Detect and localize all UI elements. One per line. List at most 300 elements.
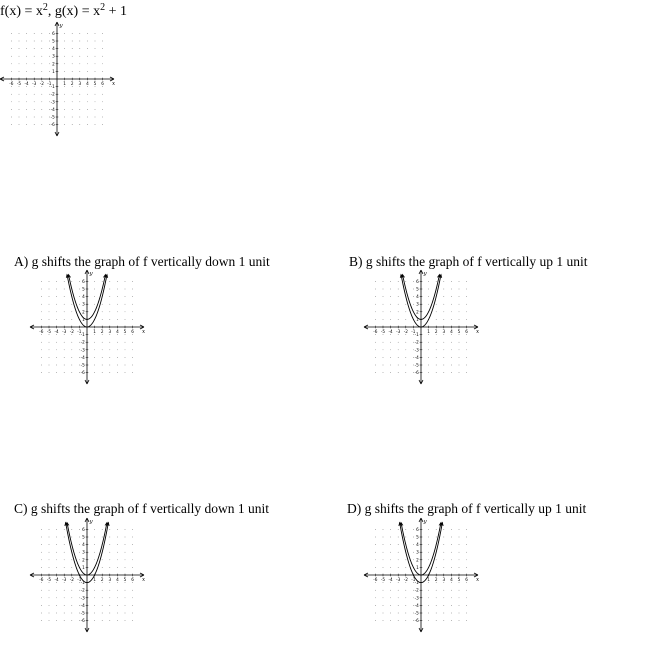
x-tick-label: -6 <box>9 81 14 86</box>
grid-dot <box>102 33 103 34</box>
grid-dot <box>11 94 12 95</box>
y-tick-label: 4 <box>52 46 55 52</box>
option-letter: B) <box>349 254 363 269</box>
y-tick-label: 5 <box>82 286 85 292</box>
grid-dot <box>466 590 467 591</box>
grid-dot <box>11 124 12 125</box>
grid-dot <box>49 620 50 621</box>
grid-dot <box>41 311 42 312</box>
grid-dot <box>428 605 429 606</box>
grid-dot <box>413 529 414 530</box>
grid-dot <box>71 567 72 568</box>
x-tick-label: -1 <box>411 577 416 582</box>
grid-dot <box>72 94 73 95</box>
grid-dot <box>132 304 133 305</box>
grid-dot <box>102 357 103 358</box>
x-tick-label: 2 <box>70 81 74 86</box>
grid-dot <box>49 342 50 343</box>
grid-dot <box>117 529 118 530</box>
x-tick-label: -1 <box>47 81 52 86</box>
grid-dot <box>34 48 35 49</box>
grid-dot <box>64 349 65 350</box>
grid-dot <box>26 56 27 57</box>
grid-dot <box>56 620 57 621</box>
grid-dot <box>34 41 35 42</box>
grid-dot <box>56 529 57 530</box>
x-tick-label: 3 <box>442 577 446 582</box>
grid-dot <box>102 124 103 125</box>
grid-dot <box>79 94 80 95</box>
grid-dot <box>383 559 384 560</box>
grid-dot <box>94 529 95 530</box>
grid-dot <box>405 597 406 598</box>
grid-dot <box>117 537 118 538</box>
y-tick-label: -1 <box>50 84 55 90</box>
grid-dot <box>132 311 133 312</box>
y-tick-label: 2 <box>416 557 419 563</box>
grid-dot <box>49 552 50 553</box>
grid-dot <box>94 289 95 290</box>
grid-dot <box>94 613 95 614</box>
grid-dot <box>79 289 80 290</box>
option-d-label[interactable] <box>347 501 586 517</box>
grid-dot <box>72 86 73 87</box>
grid-dot <box>405 529 406 530</box>
grid-dot <box>132 281 133 282</box>
grid-dot <box>125 559 126 560</box>
grid-dot <box>64 537 65 538</box>
grid-dot <box>109 365 110 366</box>
grid-dot <box>428 357 429 358</box>
y-tick-label: 6 <box>82 526 85 532</box>
option-d-graph <box>364 518 482 636</box>
grid-dot <box>451 620 452 621</box>
grid-dot <box>125 349 126 350</box>
grid-dot <box>79 281 80 282</box>
grid-dot <box>383 605 384 606</box>
option-text: g shifts the graph of f vertically up 1 unit <box>364 501 587 516</box>
grid-dot <box>56 590 57 591</box>
grid-dot <box>451 613 452 614</box>
grid-dot <box>109 289 110 290</box>
grid-dot <box>94 590 95 591</box>
grid-dot <box>375 582 376 583</box>
grid-dot <box>102 620 103 621</box>
grid-dot <box>95 48 96 49</box>
grid-dot <box>109 319 110 320</box>
grid-dot <box>41 597 42 598</box>
grid-dot <box>19 117 20 118</box>
grid-dot <box>459 304 460 305</box>
grid-dot <box>125 552 126 553</box>
grid-dot <box>451 567 452 568</box>
grid-dot <box>443 311 444 312</box>
grid-dot <box>72 101 73 102</box>
grid-dot <box>64 117 65 118</box>
option-b-label[interactable] <box>349 254 587 270</box>
grid-dot <box>102 372 103 373</box>
grid-dot <box>117 311 118 312</box>
grid-dot <box>102 94 103 95</box>
grid-dot <box>125 620 126 621</box>
grid-dot <box>87 117 88 118</box>
grid-dot <box>451 304 452 305</box>
option-text: g shifts the graph of f vertically down 1 unit <box>30 501 269 516</box>
grid-dot <box>64 613 65 614</box>
grid-dot <box>451 319 452 320</box>
x-tick-label: 1 <box>427 577 430 582</box>
grid-dot <box>109 552 110 553</box>
grid-dot <box>87 56 88 57</box>
grid-dot <box>428 582 429 583</box>
grid-dot <box>436 342 437 343</box>
y-tick-label: -1 <box>80 332 85 338</box>
x-tick-label: -4 <box>388 329 393 334</box>
grid-dot <box>102 342 103 343</box>
grid-dot <box>41 334 42 335</box>
grid-dot <box>436 304 437 305</box>
grid-dot <box>443 365 444 366</box>
y-tick-label: 3 <box>82 301 85 307</box>
grid-dot <box>375 349 376 350</box>
grid-dot <box>383 296 384 297</box>
grid-dot <box>26 48 27 49</box>
grid-dot <box>41 304 42 305</box>
grid-dot <box>109 559 110 560</box>
grid-dot <box>64 289 65 290</box>
grid-dot <box>26 41 27 42</box>
grid-dot <box>436 567 437 568</box>
grid-dot <box>102 529 103 530</box>
grid-dot <box>428 613 429 614</box>
grid-dot <box>436 365 437 366</box>
grid-dot <box>125 357 126 358</box>
x-tick-label: 6 <box>465 577 468 582</box>
grid-dot <box>11 86 12 87</box>
grid-dot <box>466 582 467 583</box>
grid-dot <box>95 117 96 118</box>
grid-dot <box>109 544 110 545</box>
grid-dot <box>443 597 444 598</box>
grid-dot <box>94 334 95 335</box>
grid-dot <box>390 349 391 350</box>
grid-dot <box>132 296 133 297</box>
grid-dot <box>41 620 42 621</box>
grid-dot <box>466 613 467 614</box>
grid-dot <box>428 372 429 373</box>
option-text: g shifts the graph of f vertically down 1 unit <box>31 254 270 269</box>
y-tick-label: 6 <box>416 278 419 284</box>
grid-dot <box>41 56 42 57</box>
grid-dot <box>443 342 444 343</box>
y-tick-label: 1 <box>416 316 419 322</box>
grid-dot <box>117 590 118 591</box>
grid-dot <box>459 281 460 282</box>
grid-dot <box>34 109 35 110</box>
grid-dot <box>72 117 73 118</box>
grid-dot <box>428 289 429 290</box>
grid-dot <box>94 559 95 560</box>
x-tick-label: 5 <box>93 81 97 86</box>
option-text: g shifts the graph of f vertically up 1 unit <box>365 254 588 269</box>
grid-dot <box>41 349 42 350</box>
grid-dot <box>64 48 65 49</box>
grid-dot <box>132 357 133 358</box>
grid-dot <box>398 613 399 614</box>
y-tick-label: 2 <box>416 309 419 315</box>
grid-dot <box>102 559 103 560</box>
option-b-graph <box>364 270 482 388</box>
grid-dot <box>443 559 444 560</box>
y-tick-label: -2 <box>80 339 85 345</box>
grid-dot <box>428 552 429 553</box>
grid-dot <box>56 582 57 583</box>
grid-dot <box>56 296 57 297</box>
grid-dot <box>19 56 20 57</box>
grid-dot <box>443 544 444 545</box>
grid-dot <box>117 342 118 343</box>
y-tick-label: -5 <box>414 362 419 368</box>
x-tick-label: -6 <box>373 329 378 334</box>
grid-dot <box>466 365 467 366</box>
grid-dot <box>132 597 133 598</box>
grid-dot <box>41 544 42 545</box>
x-tick-label: 1 <box>63 81 66 86</box>
grid-dot <box>383 544 384 545</box>
grid-dot <box>405 620 406 621</box>
grid-dot <box>398 567 399 568</box>
grid-dot <box>405 567 406 568</box>
grid-dot <box>64 109 65 110</box>
grid-dot <box>405 372 406 373</box>
grid-dot <box>436 590 437 591</box>
x-tick-label: -4 <box>54 577 59 582</box>
grid-dot <box>451 582 452 583</box>
grid-dot <box>11 109 12 110</box>
grid-dot <box>49 304 50 305</box>
grid-dot <box>64 552 65 553</box>
grid-dot <box>56 357 57 358</box>
x-axis-label: x <box>476 577 480 583</box>
grid-dot <box>49 559 50 560</box>
x-tick-label: -2 <box>403 577 408 582</box>
grid-dot <box>443 590 444 591</box>
grid-dot <box>451 372 452 373</box>
x-tick-label: -3 <box>62 577 67 582</box>
grid-dot <box>26 124 27 125</box>
x-tick-label: 4 <box>116 329 119 334</box>
f-definition: f(x) = x <box>0 4 43 19</box>
y-tick-label: -5 <box>80 610 85 616</box>
grid-dot <box>466 342 467 343</box>
grid-dot <box>436 319 437 320</box>
x-tick-label: 5 <box>123 577 127 582</box>
grid-dot <box>117 289 118 290</box>
grid-dot <box>49 48 50 49</box>
grid-dot <box>56 597 57 598</box>
g-exponent: 2 <box>100 2 106 13</box>
x-tick-label: 4 <box>86 81 89 86</box>
x-tick-label: 2 <box>100 577 104 582</box>
grid-dot <box>459 590 460 591</box>
grid-dot <box>383 372 384 373</box>
grid-dot <box>375 311 376 312</box>
grid-dot <box>19 33 20 34</box>
grid-dot <box>390 357 391 358</box>
grid-dot <box>117 613 118 614</box>
grid-dot <box>34 71 35 72</box>
grid-dot <box>79 101 80 102</box>
grid-dot <box>72 63 73 64</box>
grid-dot <box>383 613 384 614</box>
grid-dot <box>405 357 406 358</box>
grid-dot <box>132 537 133 538</box>
grid-dot <box>428 597 429 598</box>
x-tick-label: -3 <box>62 329 67 334</box>
grid-dot <box>71 319 72 320</box>
grid-dot <box>443 620 444 621</box>
grid-dot <box>405 342 406 343</box>
grid-dot <box>64 597 65 598</box>
grid-dot <box>436 582 437 583</box>
grid-dot <box>436 529 437 530</box>
grid-dot <box>413 289 414 290</box>
grid-dot <box>49 544 50 545</box>
grid-dot <box>41 289 42 290</box>
grid-dot <box>443 357 444 358</box>
grid-dot <box>79 117 80 118</box>
grid-dot <box>125 311 126 312</box>
option-letter: D) <box>347 501 362 516</box>
grid-dot <box>451 605 452 606</box>
grid-dot <box>375 613 376 614</box>
grid-dot <box>383 582 384 583</box>
grid-dot <box>413 559 414 560</box>
grid-dot <box>398 319 399 320</box>
grid-dot <box>466 289 467 290</box>
grid-dot <box>94 537 95 538</box>
grid-dot <box>451 342 452 343</box>
grid-dot <box>398 605 399 606</box>
grid-dot <box>71 613 72 614</box>
grid-dot <box>79 63 80 64</box>
grid-dot <box>49 311 50 312</box>
x-axis-label: x <box>112 81 116 87</box>
grid-dot <box>94 597 95 598</box>
grid-dot <box>102 605 103 606</box>
grid-dot <box>19 86 20 87</box>
y-tick-label: -2 <box>50 91 55 97</box>
grid-dot <box>64 86 65 87</box>
grid-dot <box>95 86 96 87</box>
grid-dot <box>11 71 12 72</box>
grid-dot <box>428 342 429 343</box>
grid-dot <box>436 559 437 560</box>
grid-dot <box>459 365 460 366</box>
grid-dot <box>413 552 414 553</box>
grid-dot <box>56 281 57 282</box>
grid-dot <box>71 365 72 366</box>
grid-dot <box>109 296 110 297</box>
grid-dot <box>41 365 42 366</box>
grid-dot <box>72 71 73 72</box>
option-c-label[interactable] <box>14 501 269 517</box>
grid-dot <box>390 311 391 312</box>
grid-dot <box>109 582 110 583</box>
grid-dot <box>87 101 88 102</box>
x-tick-label: 5 <box>123 329 127 334</box>
grid-dot <box>125 597 126 598</box>
grid-dot <box>71 620 72 621</box>
grid-dot <box>390 613 391 614</box>
grid-dot <box>49 56 50 57</box>
grid-dot <box>413 281 414 282</box>
grid-dot <box>109 334 110 335</box>
grid-dot <box>451 590 452 591</box>
grid-dot <box>102 109 103 110</box>
grid-dot <box>459 311 460 312</box>
y-tick-label: -4 <box>80 602 85 608</box>
grid-dot <box>64 582 65 583</box>
grid-dot <box>428 529 429 530</box>
grid-dot <box>71 597 72 598</box>
grid-dot <box>102 349 103 350</box>
x-axis-label: x <box>476 329 480 335</box>
grid-dot <box>41 94 42 95</box>
x-tick-label: 1 <box>93 329 96 334</box>
x-tick-label: -5 <box>380 329 386 334</box>
grid-dot <box>71 537 72 538</box>
y-tick-label: -1 <box>414 332 419 338</box>
x-tick-label: -3 <box>396 329 401 334</box>
grid-dot <box>64 544 65 545</box>
y-tick-label: 6 <box>52 30 55 36</box>
grid-dot <box>117 281 118 282</box>
grid-dot <box>390 365 391 366</box>
x-tick-label: -6 <box>39 329 44 334</box>
grid-dot <box>26 117 27 118</box>
grid-dot <box>109 605 110 606</box>
y-tick-label: 1 <box>82 564 85 570</box>
grid-dot <box>49 71 50 72</box>
grid-dot <box>56 289 57 290</box>
grid-dot <box>405 605 406 606</box>
grid-dot <box>79 537 80 538</box>
grid-dot <box>383 311 384 312</box>
x-tick-label: 3 <box>78 81 82 86</box>
grid-dot <box>132 349 133 350</box>
y-axis-label: y <box>89 519 93 525</box>
grid-dot <box>26 94 27 95</box>
grid-dot <box>49 537 50 538</box>
grid-dot <box>390 559 391 560</box>
grid-dot <box>71 357 72 358</box>
grid-dot <box>375 559 376 560</box>
grid-dot <box>398 582 399 583</box>
x-tick-label: 2 <box>434 577 438 582</box>
grid-dot <box>375 342 376 343</box>
grid-dot <box>64 94 65 95</box>
grid-dot <box>41 281 42 282</box>
x-tick-label: 5 <box>457 329 461 334</box>
grid-dot <box>125 319 126 320</box>
option-a-label[interactable] <box>14 254 270 270</box>
x-tick-label: 3 <box>108 577 112 582</box>
x-tick-label: -4 <box>54 329 59 334</box>
grid-dot <box>405 304 406 305</box>
grid-dot <box>451 559 452 560</box>
grid-dot <box>413 296 414 297</box>
